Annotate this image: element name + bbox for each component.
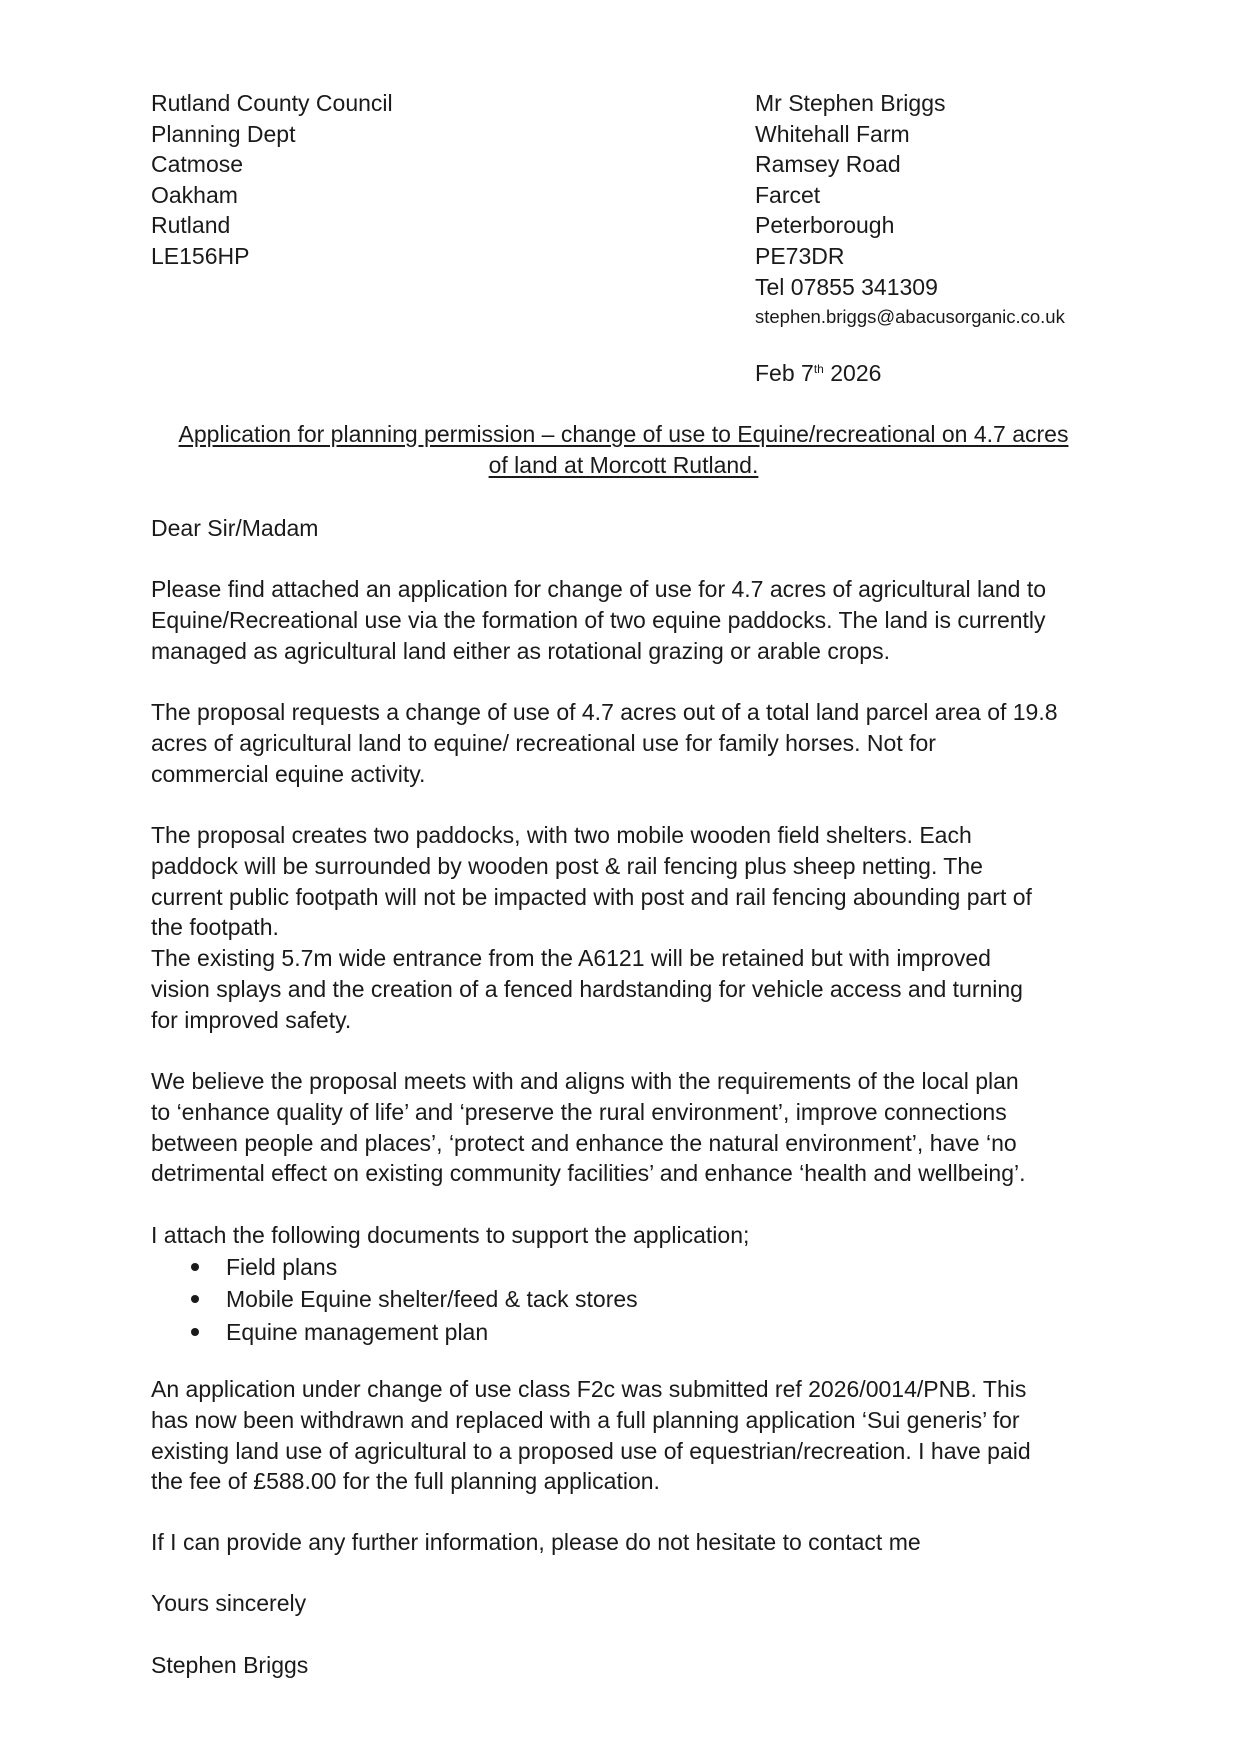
paragraph-line: to ‘enhance quality of life’ and ‘preserve the rural environment’, improve connections	[151, 1098, 1007, 1125]
sender-address	[755, 88, 1065, 332]
paragraph-application	[151, 574, 1099, 666]
paragraph-proposal-area	[151, 697, 1099, 789]
sender-address-line: Ramsey Road	[755, 151, 901, 178]
sender-address-line: Peterborough	[755, 212, 895, 239]
sender-address-line: PE73DR	[755, 242, 845, 269]
recipient-address	[151, 88, 393, 272]
date-suffix: th	[813, 362, 824, 376]
sender-address-line: Whitehall Farm	[755, 120, 910, 147]
list-item	[189, 1316, 638, 1348]
sender-email: stephen.briggs@abacusorganic.co.uk	[755, 306, 1065, 328]
bullet-icon	[191, 1295, 199, 1303]
sender-address-line: Farcet	[755, 181, 821, 208]
paragraph-line: existing land use of agricultural to a proposed use of equestrian/recreation. I have paid	[151, 1437, 1031, 1464]
paragraph-line: current public footpath will not be impacted with post and rail fencing abounding part of	[151, 883, 1032, 910]
paragraph-line: Please find attached an application for change of use for 4.7 acres of agricultural land to	[151, 576, 1047, 602]
recipient-line: Catmose	[151, 151, 244, 178]
paragraph-line: the footpath.	[151, 914, 279, 941]
subject-line: of land at Morcott Rutland.	[488, 452, 759, 478]
paragraph-line: The proposal creates two paddocks, with two mobile wooden field shelters. Each	[151, 822, 972, 848]
attachment-label: Field plans	[226, 1254, 338, 1280]
paragraph-line: Equine/Recreational use via the formation of two equine paddocks. The land is currently	[151, 606, 1046, 633]
paragraph-line: The proposal requests a change of use of 4.7 acres out of a total land parcel area of 19.8	[151, 699, 1058, 725]
paragraph-line: detrimental effect on existing community facilities’ and enhance ‘health and wellbeing’.	[151, 1160, 1026, 1187]
paragraph-line: managed as agricultural land either as rotational grazing or arable crops.	[151, 637, 890, 664]
paragraph-line: An application under change of use class F2c was submitted ref 2026/0014/PNB. This	[151, 1376, 1027, 1402]
closing: Yours sincerely	[151, 1590, 307, 1616]
list-item	[189, 1283, 638, 1315]
paragraph-line: the fee of £588.00 for the full planning application.	[151, 1468, 660, 1495]
subject-heading	[151, 419, 1096, 481]
recipient-line: Planning Dept	[151, 120, 296, 147]
paragraph-contact: If I can provide any further information, please do not hesitate to contact me	[151, 1529, 921, 1555]
sender-name: Mr Stephen Briggs	[755, 90, 946, 116]
attachments-intro: I attach the following documents to support the application;	[151, 1222, 750, 1248]
paragraph-local-plan	[151, 1066, 1099, 1189]
paragraph-paddocks	[151, 820, 1099, 1036]
paragraph-line: vision splays and the creation of a fenced hardstanding for vehicle access and turning	[151, 975, 1023, 1002]
list-item	[189, 1251, 638, 1283]
attachment-label: Equine management plan	[226, 1318, 489, 1345]
paragraph-line: commercial equine activity.	[151, 760, 426, 787]
date-prefix: Feb 7	[755, 360, 814, 386]
paragraph-line: between people and places’, ‘protect and enhance the natural environment’, have ‘no	[151, 1129, 1017, 1156]
paragraph-line: has now been withdrawn and replaced with a full planning application ‘Sui generis’ for	[151, 1406, 1020, 1433]
paragraph-previous-application	[151, 1374, 1099, 1497]
attachment-label: Mobile Equine shelter/feed & tack stores	[226, 1286, 638, 1313]
recipient-line: Oakham	[151, 181, 238, 208]
letter-date	[755, 358, 881, 388]
paragraph-line: paddock will be surrounded by wooden post & rail fencing plus sheep netting. The	[151, 852, 983, 879]
subject-line: Application for planning permission – change of use to Equine/recreational on 4.7 acres	[178, 421, 1069, 447]
bullet-icon	[191, 1263, 199, 1271]
paragraph-line: acres of agricultural land to equine/ recreational use for family horses. Not for	[151, 729, 936, 756]
sender-tel: Tel 07855 341309	[755, 273, 938, 300]
date-year: 2026	[823, 360, 882, 386]
paragraph-line: for improved safety.	[151, 1006, 352, 1033]
signature: Stephen Briggs	[151, 1652, 309, 1678]
paragraph-line: We believe the proposal meets with and aligns with the requirements of the local plan	[151, 1068, 1019, 1094]
recipient-line: Rutland County Council	[151, 90, 393, 116]
attachments-list	[189, 1251, 638, 1348]
recipient-line: Rutland	[151, 212, 231, 239]
paragraph-line: The existing 5.7m wide entrance from the A6121 will be retained but with improved	[151, 945, 991, 972]
bullet-icon	[191, 1328, 199, 1336]
recipient-line: LE156HP	[151, 242, 250, 269]
salutation: Dear Sir/Madam	[151, 515, 319, 541]
